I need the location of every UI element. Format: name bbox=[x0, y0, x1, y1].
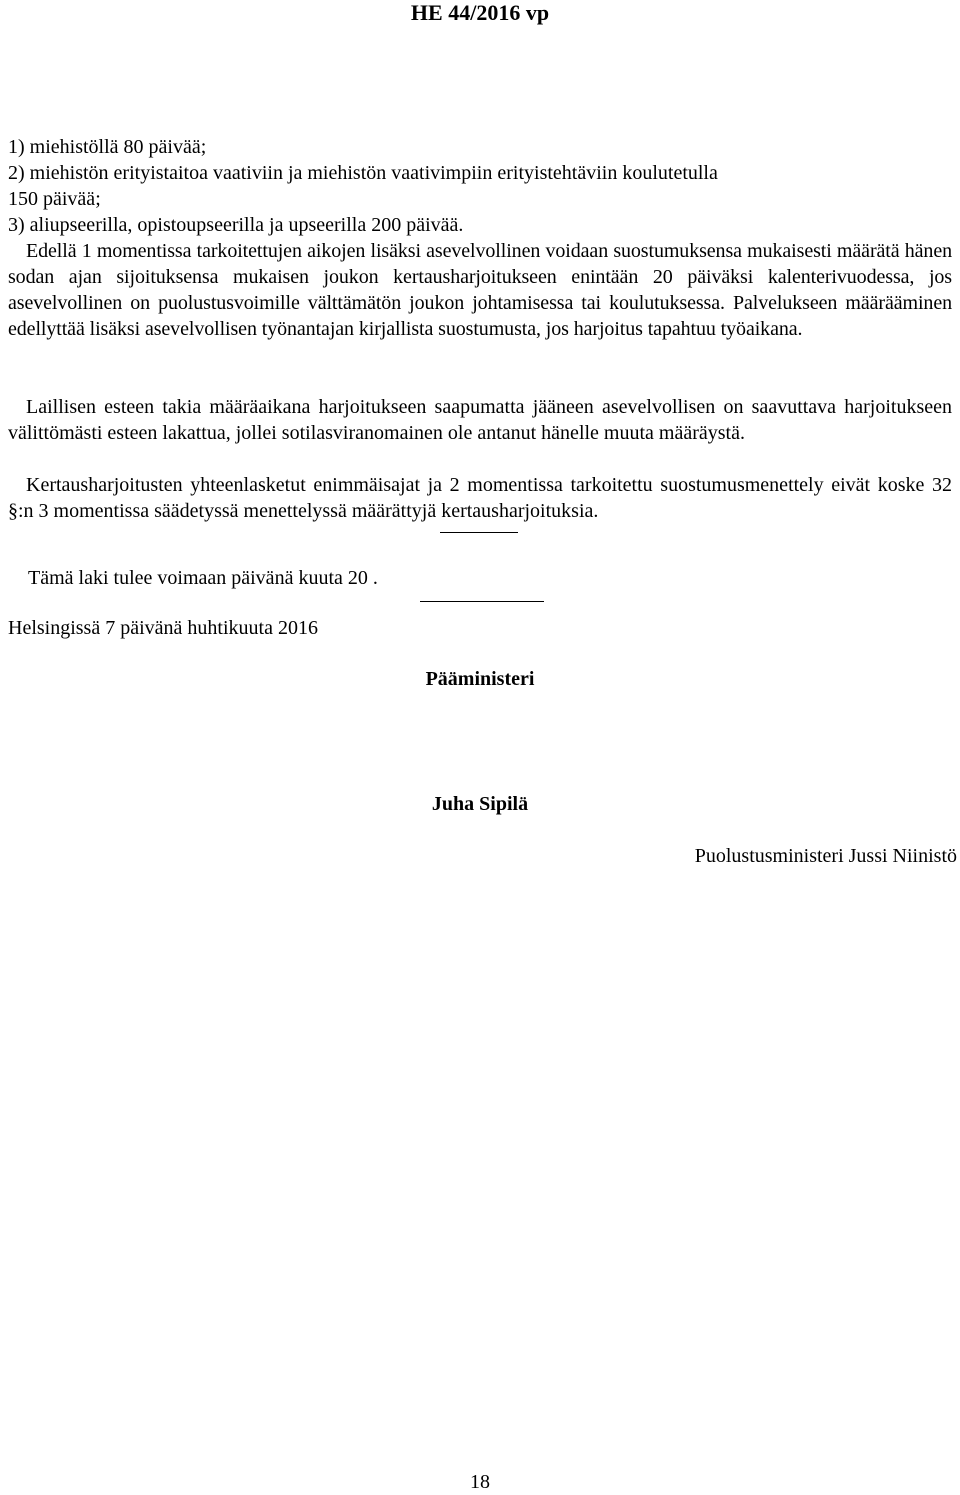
signature-name: Juha Sipilä bbox=[431, 793, 529, 815]
paragraph-3-momentti: Laillisen esteen takia määräaikana harjoitukseen saapumatta jääneen asevelvollisen on saavuttava harjoitukseen välittömästi esteen lakattua, jollei sotilasviranomainen ole antanut hänelle muuta määräystä. bbox=[8, 396, 952, 444]
document-header: HE 44/2016 vp bbox=[410, 0, 550, 25]
place-and-date: Helsingissä 7 päivänä huhtikuuta 2016 bbox=[8, 617, 318, 639]
section-divider bbox=[440, 532, 518, 533]
page-number: 18 bbox=[470, 1471, 490, 1493]
list-item-2-cont: 150 päivää; bbox=[8, 188, 101, 210]
signature-role: Pääministeri bbox=[425, 668, 535, 690]
countersignature: Puolustusministeri Jussi Niinistö bbox=[694, 845, 957, 867]
paragraph-4-momentti: Kertausharjoitusten yhteenlasketut enimmäisajat ja 2 momentissa tarkoitettu suostumusmenettely eivät koske 32 §:n 3 momentissa säädetyssä menettelyssä määrättyjä kertausharjoituksia. bbox=[8, 474, 952, 522]
date-blank-line bbox=[420, 601, 544, 602]
list-item-3: 3) aliupseerilla, opistoupseerilla ja upseerilla 200 päivää. bbox=[8, 214, 464, 236]
list-item-2: 2) miehistön erityistaitoa vaativiin ja miehistön vaativimpiin erityistehtäviin koulutetulla bbox=[8, 162, 718, 184]
paragraph-2-momentti: Edellä 1 momentissa tarkoitettujen aikojen lisäksi asevelvollinen voidaan suostumuksensa mukaisesti määrätä hänen sodan ajan sijoituksensa mukaisen joukon kertausharjoitukseen enintään 20 päiväksi kalenterivuodessa, jos asevelvollinen on puolustusvoimille välttämätön joukon johtamisessa tai koulutuksessa. Palvelukseen määrääminen edellyttää lisäksi asevelvollisen työnantajan kirjallista suostumusta, jos harjoitus tapahtuu työaikana. bbox=[8, 240, 952, 340]
entry-into-force: Tämä laki tulee voimaan päivänä kuuta 20 . bbox=[28, 567, 378, 589]
list-item-1: 1) miehistöllä 80 päivää; bbox=[8, 136, 207, 158]
